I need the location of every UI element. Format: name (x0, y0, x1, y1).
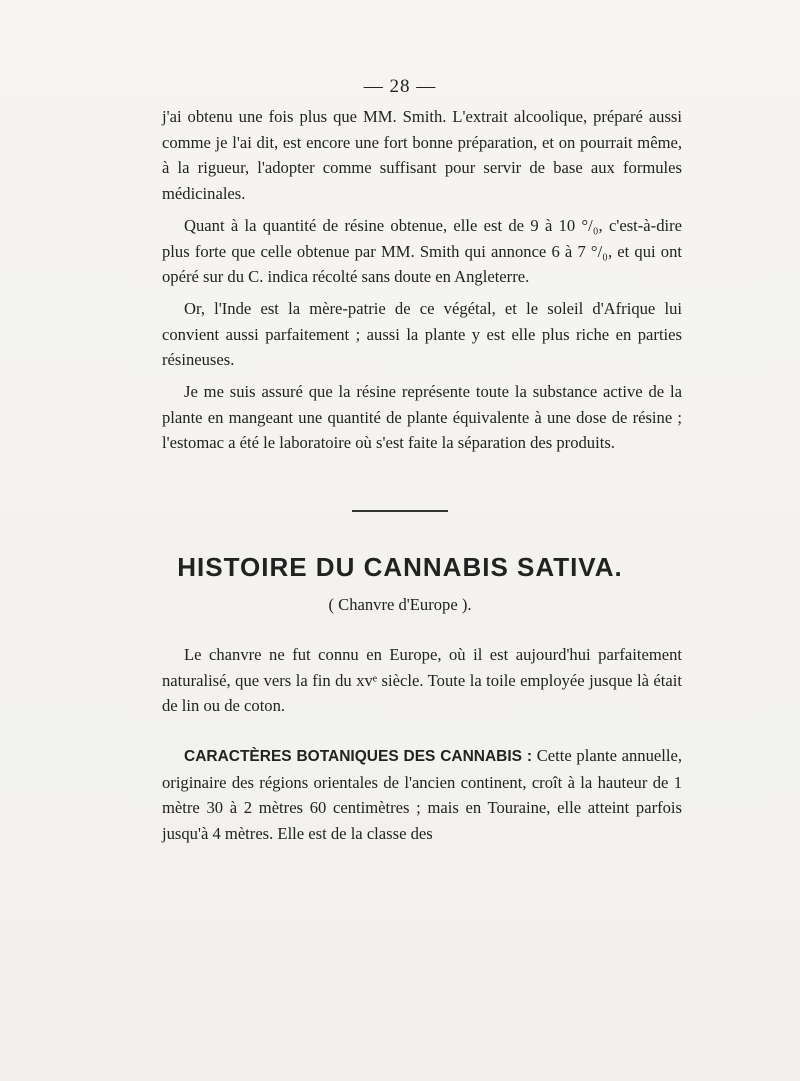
text-block-top (162, 104, 682, 456)
paragraph-botanique (162, 743, 682, 847)
paragraph-resine: Quant à la quantité de résine obtenue, elle est de 9 à 10 °/₀, c'est-à-dire plus forte que celle obtenue par MM. Smith qui annonce 6 à 7 °/₀, et qui ont opéré sur du C. indica récolté sans doute en Angleterre. (162, 215, 682, 287)
paragraph-inde: Or, l'Inde est la mère-patrie de ce végétal, et le soleil d'Afrique lui convient aussi parfaitement ; aussi la plante y est elle plus riche en parties résineuses. (162, 298, 682, 370)
botanique-text: Cette plante annuelle, originaire des régions orientales de l'ancien continent, croît à la hauteur de 1 mètre 30 à 2 mètres 60 centimètres ; mais en Touraine, elle atteint parfois jusqu'à 4 mètres. Elle est de la classe des (162, 746, 682, 844)
paragraph-essai: Je me suis assuré que la résine représente toute la substance active de la plante en mangeant une quantité de plante équivalente à une dose de résine ; l'estomac a été le laboratoire où s'est faite la séparation des produits. (162, 382, 682, 453)
text-block-chanvre (162, 642, 682, 719)
paragraph-chanvre: Le chanvre ne fut connu en Europe, où il est aujourd'hui parfaitement naturalisé, que vers la fin du xvᵉ siècle. Toute la toile employée jusque là était de lin ou de coton. (162, 645, 682, 716)
section-subtitle: ( Chanvre d'Europe ). (328, 595, 472, 614)
section-title: HISTOIRE DU CANNABIS SATIVA. (177, 552, 623, 582)
text-block-botanique (162, 743, 682, 847)
page-number: — 28 — (363, 76, 437, 97)
botanique-heading: CARACTÈRES BOTANIQUES DES CANNABIS : (184, 748, 533, 765)
paragraph-extrait: j'ai obtenu une fois plus que MM. Smith. L'extrait alcoolique, préparé aussi comme je l'ai dit, est encore une fort bonne préparation, et on pourrait même, à la rigueur, l'adopter comme suffisant pour servir de base aux formules médicinales. (162, 107, 682, 204)
section-divider (352, 510, 448, 512)
